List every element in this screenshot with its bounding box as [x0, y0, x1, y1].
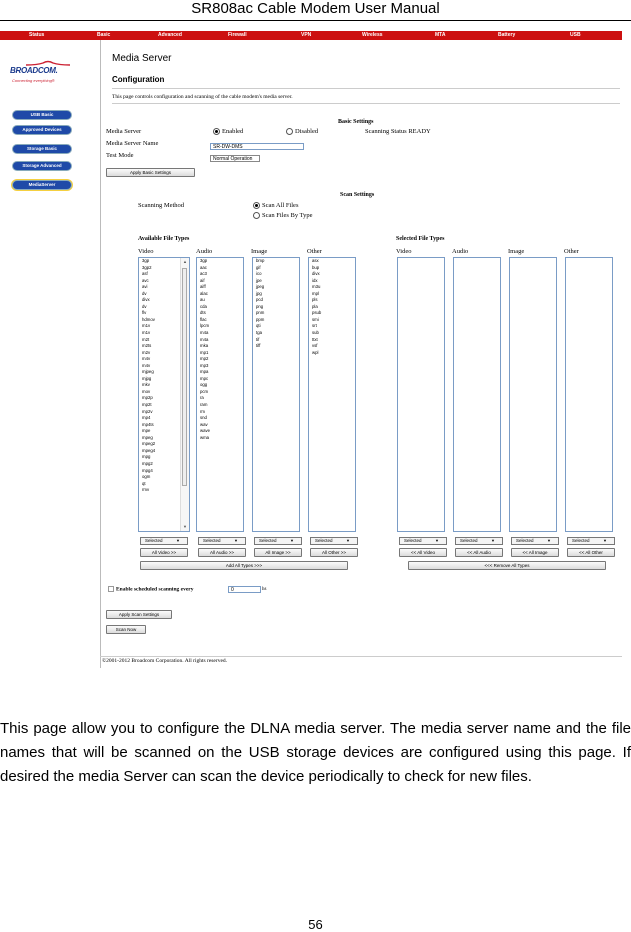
- list-item[interactable]: jpg: [256, 290, 262, 296]
- list-item[interactable]: au: [200, 297, 205, 303]
- list-item[interactable]: avc: [142, 277, 149, 283]
- select-value: Selected: [460, 538, 478, 543]
- add-all-types-button[interactable]: Add All Types >>>: [140, 561, 348, 570]
- list-item[interactable]: snd: [200, 415, 207, 421]
- test-mode-label: Test Mode: [106, 152, 134, 159]
- radio-unselected-icon[interactable]: [286, 128, 293, 135]
- list-item[interactable]: png: [256, 303, 264, 309]
- list-item[interactable]: pls: [312, 297, 318, 303]
- list-item[interactable]: srt: [312, 323, 317, 329]
- nav-firewall[interactable]: Firewall: [228, 32, 247, 38]
- list-item[interactable]: lpcm: [200, 323, 210, 329]
- sidebar-item-storage-advanced[interactable]: Storage Advanced: [12, 161, 72, 171]
- list-item[interactable]: mpa: [200, 369, 209, 375]
- available-video-select[interactable]: [140, 537, 188, 545]
- top-nav: [0, 31, 622, 40]
- remove-all-types-button[interactable]: <<< Remove All Types: [408, 561, 606, 570]
- document-header-title: SR808ac Cable Modem User Manual: [191, 0, 440, 17]
- list-item[interactable]: m1v: [142, 323, 151, 329]
- enabled-radio[interactable]: [213, 128, 243, 135]
- list-item[interactable]: jpeg: [256, 284, 265, 290]
- radio-selected-icon[interactable]: [213, 128, 220, 135]
- available-other-header: Other: [307, 248, 322, 255]
- list-item[interactable]: dv: [142, 290, 147, 296]
- schedule-label: Enable scheduled scanning every: [116, 586, 194, 593]
- list-item[interactable]: m4a: [200, 330, 209, 336]
- disabled-label: Disabled: [295, 128, 319, 135]
- list-item[interactable]: aif: [200, 277, 205, 283]
- remove-all-other-button[interactable]: << All Other: [567, 548, 615, 557]
- add-all-image-button[interactable]: All Image >>: [254, 548, 302, 557]
- list-item[interactable]: mjpg: [142, 375, 152, 381]
- select-value: Selected: [203, 538, 221, 543]
- selected-other-header: Other: [564, 248, 579, 255]
- selected-audio-list[interactable]: [453, 257, 501, 532]
- list-item[interactable]: ttxt: [312, 336, 318, 342]
- list-item[interactable]: mjpeg: [142, 369, 154, 375]
- list-item[interactable]: dv: [142, 303, 147, 309]
- page-title: Media Server: [112, 53, 172, 64]
- list-item[interactable]: aiff: [200, 284, 206, 290]
- available-video-list[interactable]: [138, 257, 190, 532]
- list-item[interactable]: wma: [200, 434, 210, 440]
- add-all-video-button[interactable]: All Video >>: [140, 548, 188, 557]
- selected-image-list[interactable]: [509, 257, 557, 532]
- broadcom-logo: [10, 60, 88, 94]
- header-rule: [0, 20, 631, 21]
- available-file-types-heading: Available File Types: [138, 236, 190, 242]
- scrollbar[interactable]: [180, 258, 189, 531]
- list-item[interactable]: 3gp2: [142, 264, 152, 270]
- available-other-select[interactable]: [310, 537, 358, 545]
- enabled-label: Enabled: [222, 128, 244, 135]
- selected-audio-header: Audio: [452, 248, 469, 255]
- scan-by-type-label: Scan Files By Type: [262, 212, 313, 219]
- dropdown-caret-icon: ▼: [290, 538, 294, 543]
- radio-selected-icon[interactable]: [253, 202, 260, 209]
- list-item[interactable]: alac: [200, 290, 208, 296]
- list-item[interactable]: tif: [256, 336, 260, 342]
- list-item[interactable]: pcm: [200, 388, 209, 394]
- list-item[interactable]: smi: [312, 316, 319, 322]
- select-value: Selected: [516, 538, 534, 543]
- remove-all-image-button[interactable]: << All Image: [511, 548, 559, 557]
- list-item[interactable]: mpeg: [142, 434, 153, 440]
- list-item[interactable]: mp1: [200, 349, 209, 355]
- list-item[interactable]: ogm: [142, 474, 151, 480]
- list-item[interactable]: sub: [312, 330, 319, 336]
- media-server-name-input[interactable]: SR-DW-DMS: [210, 143, 304, 150]
- list-item[interactable]: m3u: [312, 284, 321, 290]
- scan-settings-heading: Scan Settings: [340, 192, 375, 198]
- list-item[interactable]: mkv: [142, 382, 150, 388]
- body-paragraph: This page allow you to configure the DLNA media server. The media server name and the file names that will be scanned on the USB storage devices are configured using this page. If desired the media Server can scan the device periodically to check for new files.: [0, 720, 631, 785]
- list-item[interactable]: pnm: [256, 310, 265, 316]
- divider: [112, 103, 620, 104]
- select-value: Selected: [404, 538, 422, 543]
- list-item[interactable]: ac3: [200, 271, 207, 277]
- list-item[interactable]: divx: [142, 297, 150, 303]
- list-item[interactable]: tiff: [256, 343, 261, 349]
- nav-advanced[interactable]: Advanced: [158, 32, 182, 38]
- list-item[interactable]: ico: [256, 271, 262, 277]
- sidebar-item-storage-basic[interactable]: Storage Basic: [12, 144, 72, 154]
- media-server-name-label: Media Server Name: [106, 140, 159, 147]
- scroll-down-icon[interactable]: ▼: [183, 524, 187, 529]
- copyright: ©2001-2012 Broadcom Corporation. All rights reserved.: [102, 658, 228, 664]
- test-mode-value: Normal Operation: [213, 156, 253, 162]
- dropdown-caret-icon: ▼: [547, 538, 551, 543]
- list-item[interactable]: mp2p: [142, 395, 153, 401]
- list-item[interactable]: ogg: [200, 382, 208, 388]
- list-item[interactable]: mpe: [142, 428, 151, 434]
- add-all-audio-button[interactable]: All Audio >>: [198, 548, 246, 557]
- scan-all-label: Scan All Files: [262, 202, 299, 209]
- scan-now-button[interactable]: Scan Now: [106, 625, 146, 634]
- selected-audio-select[interactable]: [455, 537, 503, 545]
- schedule-checkbox-icon[interactable]: [108, 586, 114, 592]
- selected-image-header: Image: [508, 248, 525, 255]
- list-item[interactable]: wave: [200, 428, 211, 434]
- nav-usb[interactable]: USB: [570, 32, 581, 38]
- content-divider: [100, 40, 101, 668]
- available-audio-list[interactable]: [196, 257, 244, 532]
- nav-wireless[interactable]: Wireless: [362, 32, 383, 38]
- available-audio-header: Audio: [196, 248, 213, 255]
- selected-other-list[interactable]: [565, 257, 613, 532]
- scanning-status: Scanning Status READY: [365, 128, 431, 135]
- list-item[interactable]: mpeg4: [142, 447, 156, 453]
- selected-other-select[interactable]: [567, 537, 615, 545]
- page-number: 56: [308, 917, 323, 932]
- list-item[interactable]: qt: [142, 480, 146, 486]
- selected-video-header: Video: [396, 248, 412, 255]
- selected-image-select[interactable]: [511, 537, 559, 545]
- dropdown-caret-icon: ▼: [176, 538, 180, 543]
- list-item[interactable]: divx: [312, 271, 320, 277]
- nav-mta[interactable]: MTA: [435, 32, 446, 38]
- list-item[interactable]: mpg2: [142, 460, 153, 466]
- list-item[interactable]: asx: [312, 258, 319, 263]
- apply-basic-settings-button[interactable]: Apply Basic Settings: [106, 168, 195, 177]
- list-item[interactable]: mp3: [200, 362, 209, 368]
- divider: [112, 88, 620, 89]
- available-audio-select[interactable]: [198, 537, 246, 545]
- media-server-label: Media Server: [106, 128, 142, 135]
- list-item[interactable]: ram: [200, 402, 208, 408]
- list-item[interactable]: mpeg2: [142, 441, 156, 447]
- available-other-list[interactable]: [308, 257, 356, 532]
- list-item[interactable]: wpl: [312, 349, 319, 355]
- select-value: Selected: [259, 538, 277, 543]
- schedule-hours-input[interactable]: 0: [228, 586, 261, 593]
- list-item[interactable]: ppm: [256, 316, 265, 322]
- list-item[interactable]: mov: [142, 388, 151, 394]
- remove-all-audio-button[interactable]: << All Audio: [455, 548, 503, 557]
- list-item[interactable]: mpc: [200, 375, 209, 381]
- dropdown-caret-icon: ▼: [435, 538, 439, 543]
- list-item[interactable]: aac: [200, 264, 207, 270]
- list-item[interactable]: m1v: [142, 330, 151, 336]
- section-title: Configuration: [112, 75, 165, 84]
- basic-settings-heading: Basic Settings: [338, 119, 374, 125]
- available-image-select[interactable]: [254, 537, 302, 545]
- list-item[interactable]: flac: [200, 316, 207, 322]
- select-value: Selected: [572, 538, 590, 543]
- screenshot: [0, 31, 622, 668]
- list-item[interactable]: mpg: [142, 454, 151, 460]
- list-item[interactable]: dts: [200, 310, 206, 316]
- logo-name: BROADCOM.: [10, 66, 58, 75]
- list-item[interactable]: tga: [256, 330, 262, 336]
- list-item[interactable]: 3gp: [200, 258, 208, 263]
- nav-vpn[interactable]: VPN: [301, 32, 312, 38]
- list-item[interactable]: mpl: [312, 290, 319, 296]
- list-item[interactable]: avi: [142, 284, 148, 290]
- list-item[interactable]: m4v: [142, 362, 151, 368]
- list-item[interactable]: rm: [200, 408, 206, 414]
- list-item[interactable]: mpg4: [142, 467, 153, 473]
- list-item[interactable]: gif: [256, 264, 261, 270]
- footer-divider: [100, 656, 622, 657]
- list-item[interactable]: pla: [312, 303, 318, 309]
- list-item[interactable]: bup: [312, 264, 320, 270]
- list-item[interactable]: 3gp: [142, 258, 150, 263]
- list-item[interactable]: m2ts: [142, 343, 152, 349]
- list-item[interactable]: rmv: [142, 487, 150, 493]
- scroll-thumb[interactable]: [182, 268, 187, 486]
- sidebar-item-mediaserver[interactable]: MediaServer: [12, 180, 72, 190]
- schedule-unit: hs: [262, 587, 267, 592]
- nav-battery[interactable]: Battery: [498, 32, 516, 38]
- test-mode-select[interactable]: [210, 155, 260, 162]
- disabled-radio[interactable]: [286, 128, 318, 135]
- add-all-other-button[interactable]: All Other >>: [310, 548, 358, 557]
- page-description: This page controls configuration and scanning of the cable modem's media server.: [112, 94, 293, 100]
- radio-unselected-icon[interactable]: [253, 212, 260, 219]
- scan-all-radio[interactable]: [253, 202, 298, 209]
- list-item[interactable]: flv: [142, 310, 147, 316]
- list-item[interactable]: jpe: [256, 277, 262, 283]
- list-item[interactable]: vsf: [312, 343, 318, 349]
- list-item[interactable]: psub: [312, 310, 322, 316]
- list-item[interactable]: m2t: [142, 336, 150, 342]
- list-item[interactable]: bmp: [256, 258, 265, 263]
- list-item[interactable]: wav: [200, 421, 208, 427]
- list-item[interactable]: mp4: [142, 415, 151, 421]
- list-item[interactable]: idx: [312, 277, 318, 283]
- list-item[interactable]: m4a: [200, 336, 209, 342]
- list-item[interactable]: mp2v: [142, 408, 153, 414]
- available-image-header: Image: [251, 248, 268, 255]
- list-item[interactable]: mp2: [200, 356, 209, 362]
- logo-tagline: Connecting everything®: [12, 78, 55, 83]
- list-item[interactable]: asf: [142, 271, 148, 277]
- nav-basic[interactable]: Basic: [97, 32, 111, 38]
- select-value: Selected: [315, 538, 333, 543]
- schedule-row: [108, 586, 193, 592]
- list-item[interactable]: qti: [256, 323, 261, 329]
- scanning-method-label: Scanning Method: [138, 202, 185, 209]
- list-item[interactable]: hdmov: [142, 316, 155, 322]
- remove-all-video-button[interactable]: << All Video: [399, 548, 447, 557]
- selected-file-types-heading: Selected File Types: [396, 236, 445, 242]
- apply-scan-settings-button[interactable]: Apply Scan Settings: [106, 610, 172, 619]
- list-item[interactable]: pcd: [256, 297, 263, 303]
- available-video-header: Video: [138, 248, 154, 255]
- selected-video-select[interactable]: [399, 537, 447, 545]
- sidebar-item-usb-basic[interactable]: USB Basic: [12, 110, 72, 120]
- nav-status[interactable]: Status: [29, 32, 45, 38]
- dropdown-caret-icon: ▼: [491, 538, 495, 543]
- dropdown-caret-icon: ▼: [346, 538, 350, 543]
- available-image-list[interactable]: [252, 257, 300, 532]
- scan-by-type-radio[interactable]: [253, 212, 313, 219]
- list-item[interactable]: mp2t: [142, 402, 152, 408]
- list-item[interactable]: m2v: [142, 349, 151, 355]
- list-item[interactable]: mka: [200, 343, 209, 349]
- dropdown-caret-icon: ▼: [234, 538, 238, 543]
- scroll-up-icon[interactable]: ▲: [183, 259, 187, 264]
- selected-video-list[interactable]: [397, 257, 445, 532]
- sidebar-item-approved-devices[interactable]: Approved Devices: [12, 125, 72, 135]
- list-item[interactable]: mp4ts: [142, 421, 154, 427]
- list-item[interactable]: ra: [200, 395, 204, 401]
- list-item[interactable]: cda: [200, 303, 207, 309]
- list-item[interactable]: m4v: [142, 356, 151, 362]
- select-value: Selected: [145, 538, 163, 543]
- dropdown-caret-icon: ▼: [603, 538, 607, 543]
